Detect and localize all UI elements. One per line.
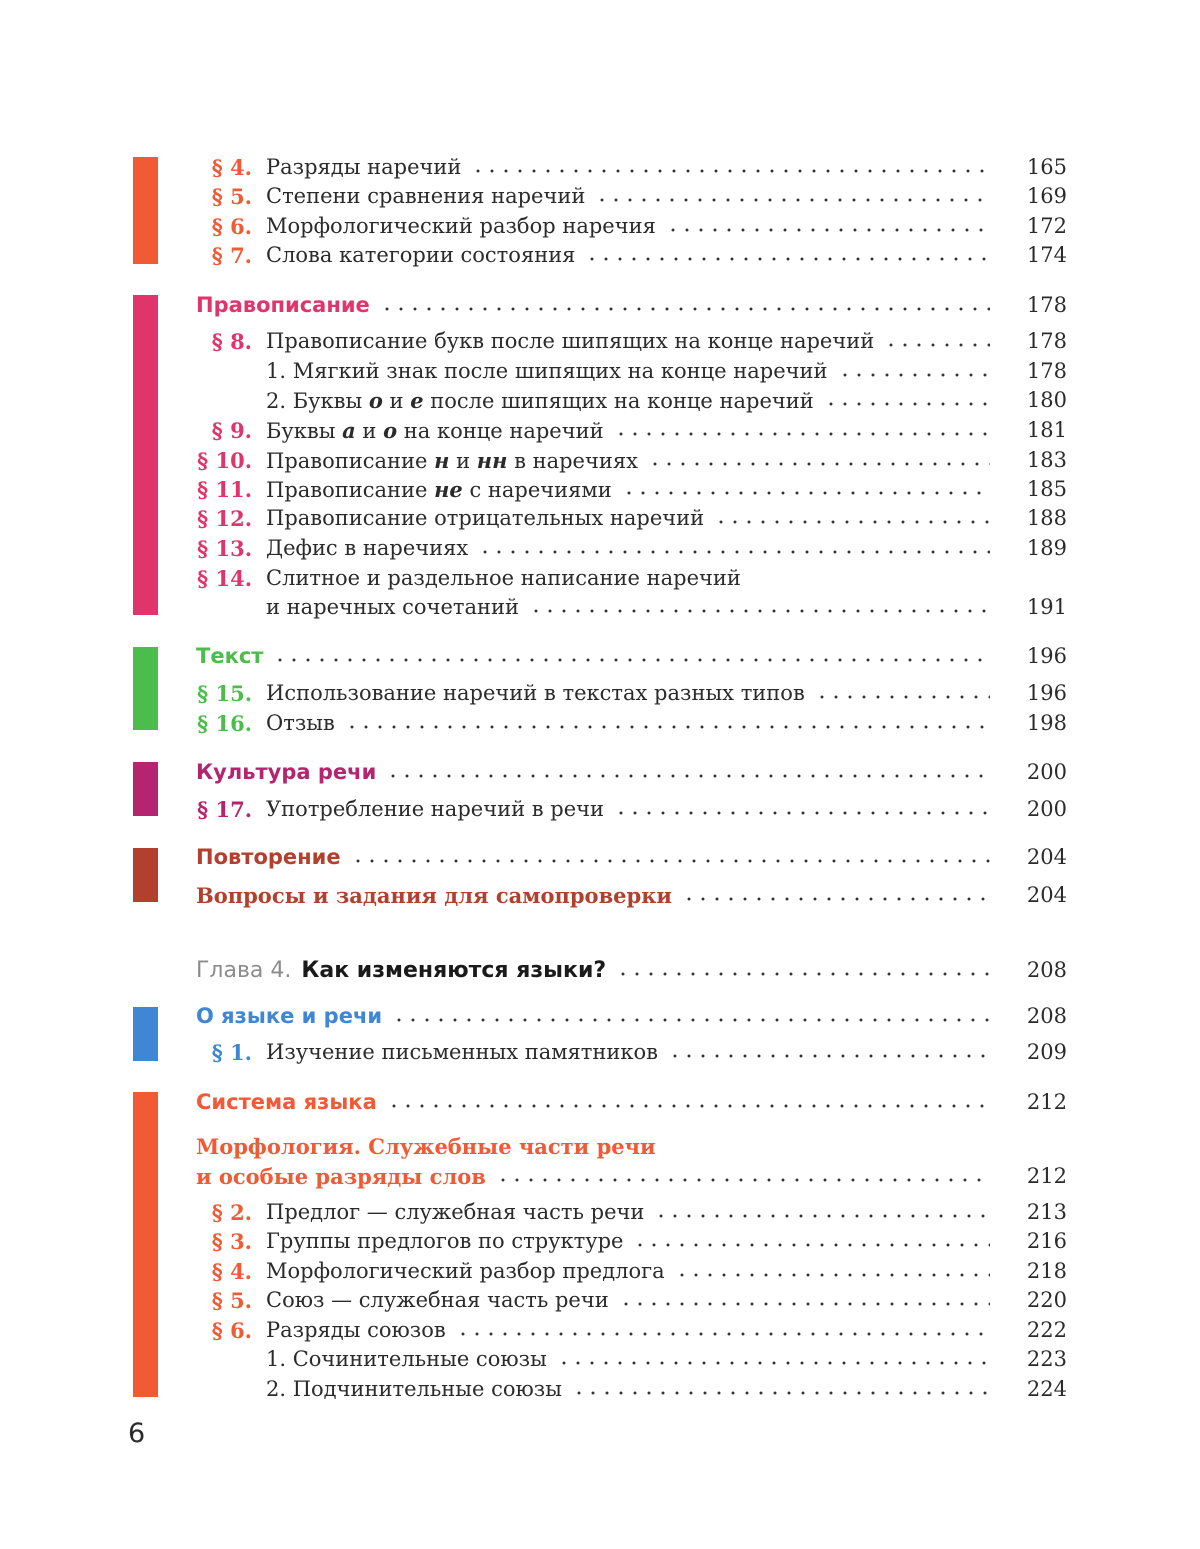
page-ref: 200 [1026, 797, 1067, 821]
toc-entry[interactable] [0, 641, 1200, 671]
section-heading: Система языка [196, 1090, 377, 1114]
paragraph-number: § 14. [197, 565, 252, 591]
toc-entry[interactable] [0, 563, 1200, 593]
leader-dots [614, 811, 990, 815]
toc-entry[interactable] [0, 1161, 1200, 1191]
entry-title [266, 1377, 562, 1401]
entry-title [266, 214, 656, 238]
toc-entry[interactable] [0, 794, 1200, 824]
title-text: в наречиях [507, 448, 638, 473]
page-ref: 208 [1026, 958, 1067, 982]
toc-entry[interactable] [0, 1285, 1200, 1315]
toc-entry[interactable] [0, 356, 1200, 386]
page-ref: 213 [1026, 1200, 1067, 1224]
page-ref: 218 [1026, 1259, 1067, 1283]
page-ref: 200 [1026, 760, 1067, 784]
entry-title [266, 243, 575, 267]
toc-entry[interactable] [0, 1131, 1200, 1161]
entry-title [266, 536, 468, 560]
entry-title [266, 418, 604, 443]
toc-entry[interactable] [0, 708, 1200, 738]
leader-dots [648, 462, 990, 466]
toc-entry[interactable] [0, 240, 1200, 270]
entry-title [266, 1229, 623, 1253]
page-ref: 220 [1026, 1288, 1067, 1312]
toc-entry[interactable] [0, 678, 1200, 708]
page-ref: 188 [1026, 506, 1067, 530]
paragraph-number: § 5. [211, 183, 252, 209]
title-text: и [449, 448, 477, 473]
entry-title [266, 329, 874, 353]
title-text: Морфологический разбор предлога [266, 1259, 665, 1283]
page-ref: 165 [1026, 155, 1067, 179]
subsection-heading: и особые разряды слов [196, 1163, 486, 1189]
title-text: Слитное и раздельное написание наречий [266, 566, 741, 590]
leader-dots [557, 1361, 990, 1365]
title-text: и наречных сочетаний [266, 595, 520, 619]
page-ref: 178 [1026, 359, 1067, 383]
title-text: Изучение письменных памятников [266, 1040, 659, 1064]
page-ref: 216 [1026, 1229, 1067, 1253]
leader-dots [386, 774, 990, 778]
section-heading: Текст [196, 644, 264, 668]
title-text: после шипящих на конце наречий [423, 388, 814, 413]
section-heading: О языке и речи [196, 1004, 383, 1028]
leader-dots [666, 228, 990, 232]
entry-title [266, 797, 604, 821]
leader-dots [392, 1018, 990, 1022]
title-text: Разряды наречий [266, 155, 462, 179]
entry-title [266, 566, 741, 590]
leader-dots [838, 373, 990, 377]
entry-title [266, 184, 585, 208]
title-text: 2. Буквы [266, 388, 369, 413]
toc-entry[interactable] [0, 955, 1200, 985]
page-number: 6 [128, 1418, 146, 1449]
leader-dots [456, 1332, 990, 1336]
entry-title [266, 359, 828, 383]
paragraph-number: § 13. [197, 535, 252, 561]
page-ref: 223 [1026, 1347, 1067, 1371]
entry-title [266, 595, 519, 619]
title-text: Правописание букв после шипящих на конце наречий [266, 329, 875, 353]
page-ref: 185 [1026, 477, 1067, 501]
page-ref: 198 [1026, 711, 1067, 735]
section-heading: Повторение [196, 845, 341, 869]
title-text: Степени сравнения наречий [266, 184, 586, 208]
toc-entry[interactable] [0, 1374, 1200, 1404]
italic-letter: о [368, 387, 383, 413]
paragraph-number: § 3. [211, 1228, 252, 1254]
page-ref: 180 [1026, 388, 1067, 412]
title-text: Отзыв [266, 711, 335, 735]
page-ref: 212 [1026, 1164, 1067, 1188]
section-heading: Правописание [196, 293, 370, 317]
paragraph-number: § 6. [211, 213, 252, 239]
entry-title [266, 388, 814, 413]
title-text: Группы предлогов по структуре [266, 1229, 624, 1253]
leader-dots [884, 343, 990, 347]
italic-letter: не [434, 476, 463, 502]
paragraph-number: § 2. [211, 1199, 252, 1225]
toc-entry[interactable] [0, 503, 1200, 533]
page-ref: 172 [1026, 214, 1067, 238]
italic-letter: нн [476, 447, 508, 473]
title-text: Употребление наречий в речи [266, 797, 604, 821]
page-ref: 189 [1026, 536, 1067, 560]
italic-letter: н [434, 447, 450, 473]
entry-title [266, 1347, 547, 1371]
toc-entry[interactable] [0, 415, 1200, 445]
paragraph-number: § 12. [197, 505, 252, 531]
title-text: Правописание отрицательных наречий [266, 506, 705, 530]
toc-entry[interactable] [0, 1001, 1200, 1031]
toc-entry[interactable] [0, 533, 1200, 563]
page-ref: 204 [1026, 883, 1067, 907]
leader-dots [675, 1273, 990, 1277]
entry-title [266, 1318, 446, 1342]
leader-dots [496, 1178, 990, 1182]
italic-letter: е [410, 387, 424, 413]
toc-entry[interactable] [0, 592, 1200, 622]
chapter-title: Как изменяются языки? [301, 957, 607, 983]
toc-entry[interactable] [0, 880, 1200, 910]
entry-title [266, 448, 638, 473]
page-ref: 222 [1026, 1318, 1067, 1342]
toc-entry[interactable] [0, 1226, 1200, 1256]
leader-dots [619, 1302, 990, 1306]
leader-dots [380, 307, 990, 311]
toc-entry[interactable] [0, 290, 1200, 320]
toc-entry[interactable] [0, 385, 1200, 415]
page-ref: 191 [1026, 595, 1067, 619]
page-ref: 183 [1026, 448, 1067, 472]
leader-dots [824, 402, 990, 406]
toc-entry[interactable] [0, 757, 1200, 787]
page-ref: 169 [1026, 184, 1067, 208]
paragraph-number: § 4. [211, 154, 252, 180]
toc-entry[interactable] [0, 1087, 1200, 1117]
title-text: на конце наречий [397, 418, 604, 443]
paragraph-number: § 8. [211, 328, 252, 354]
title-text: Правописание [266, 477, 435, 502]
title-text: Морфологический разбор наречия [266, 214, 656, 238]
page-ref: 212 [1026, 1090, 1067, 1114]
title-text: Союз — служебная часть речи [266, 1288, 609, 1312]
entry-title [266, 1259, 665, 1283]
title-text: 1. Мягкий знак после шипящих на конце наречий [266, 359, 828, 383]
page-ref: 208 [1026, 1004, 1067, 1028]
italic-letter: а [342, 417, 356, 443]
chapter-number: Глава 4. [196, 957, 292, 983]
entry-title [266, 1288, 609, 1312]
entry-title [266, 1200, 644, 1224]
entry-title [266, 711, 335, 735]
title-text: Дефис в наречиях [266, 536, 469, 560]
page-ref: 178 [1026, 329, 1067, 353]
toc-entry[interactable] [0, 181, 1200, 211]
leader-dots [471, 169, 990, 173]
entry-title [266, 477, 612, 502]
paragraph-number: § 5. [211, 1287, 252, 1313]
leader-dots [595, 198, 990, 202]
leader-dots [529, 609, 990, 613]
paragraph-number: § 6. [211, 1317, 252, 1343]
page-ref: 196 [1026, 644, 1067, 668]
toc-entry[interactable] [0, 1344, 1200, 1374]
page-ref: 181 [1026, 418, 1067, 442]
toc-entry[interactable] [0, 842, 1200, 872]
paragraph-number: § 15. [197, 680, 252, 706]
page-ref: 209 [1026, 1040, 1067, 1064]
page-ref: 196 [1026, 681, 1067, 705]
paragraph-number: § 1. [211, 1039, 252, 1065]
title-text: и [355, 418, 384, 443]
title-text: с наречиями [462, 477, 612, 502]
toc-entry[interactable] [0, 1037, 1200, 1067]
page-ref: 174 [1026, 243, 1067, 267]
paragraph-number: § 11. [197, 476, 252, 502]
leader-dots [633, 1243, 990, 1247]
toc-entry[interactable] [0, 1256, 1200, 1286]
title-text: Буквы [266, 418, 343, 443]
section-heading: Культура речи [196, 760, 377, 784]
leader-dots [478, 550, 990, 554]
toc-entry[interactable] [0, 152, 1200, 182]
title-text: Правописание [266, 448, 435, 473]
leader-dots [654, 1214, 990, 1218]
leader-dots [616, 972, 990, 976]
title-text: и [382, 388, 411, 413]
paragraph-number: § 4. [211, 1258, 252, 1284]
toc-entry[interactable] [0, 474, 1200, 504]
subsection-heading: Морфология. Служебные части речи [196, 1133, 656, 1159]
paragraph-number: § 17. [197, 796, 252, 822]
title-text: 1. Сочинительные союзы [266, 1347, 547, 1371]
leader-dots [668, 1054, 990, 1058]
entry-title [266, 155, 461, 179]
leader-dots [622, 491, 990, 495]
title-text: Использование наречий в текстах разных типов [266, 681, 805, 705]
leader-dots [682, 897, 990, 901]
page-ref: 204 [1026, 845, 1067, 869]
paragraph-number: § 10. [197, 447, 252, 473]
paragraph-number: § 9. [211, 417, 252, 443]
entry-title [266, 1040, 658, 1064]
leader-dots [345, 725, 990, 729]
entry-title [266, 506, 704, 530]
paragraph-number: § 7. [211, 242, 252, 268]
leader-dots [815, 695, 990, 699]
subsection-heading: Вопросы и задания для самопроверки [196, 882, 672, 908]
toc-entry[interactable] [0, 445, 1200, 475]
page-ref: 178 [1026, 293, 1067, 317]
title-text: 2. Подчинительные союзы [266, 1377, 562, 1401]
leader-dots [714, 520, 990, 524]
toc-entry[interactable] [0, 1197, 1200, 1227]
title-text: Слова категории состояния [266, 243, 576, 267]
leader-dots [273, 658, 990, 662]
title-text: Предлог — служебная часть речи [266, 1200, 645, 1224]
title-text: Разряды союзов [266, 1318, 446, 1342]
paragraph-number: § 16. [197, 710, 252, 736]
toc-entry[interactable] [0, 211, 1200, 241]
leader-dots [614, 432, 990, 436]
page-ref: 224 [1026, 1377, 1067, 1401]
toc-entry[interactable] [0, 326, 1200, 356]
leader-dots [351, 859, 990, 863]
toc-entry[interactable] [0, 1315, 1200, 1345]
leader-dots [387, 1104, 990, 1108]
entry-title [266, 681, 805, 705]
italic-letter: о [383, 417, 398, 443]
leader-dots [585, 257, 990, 261]
leader-dots [572, 1391, 990, 1395]
